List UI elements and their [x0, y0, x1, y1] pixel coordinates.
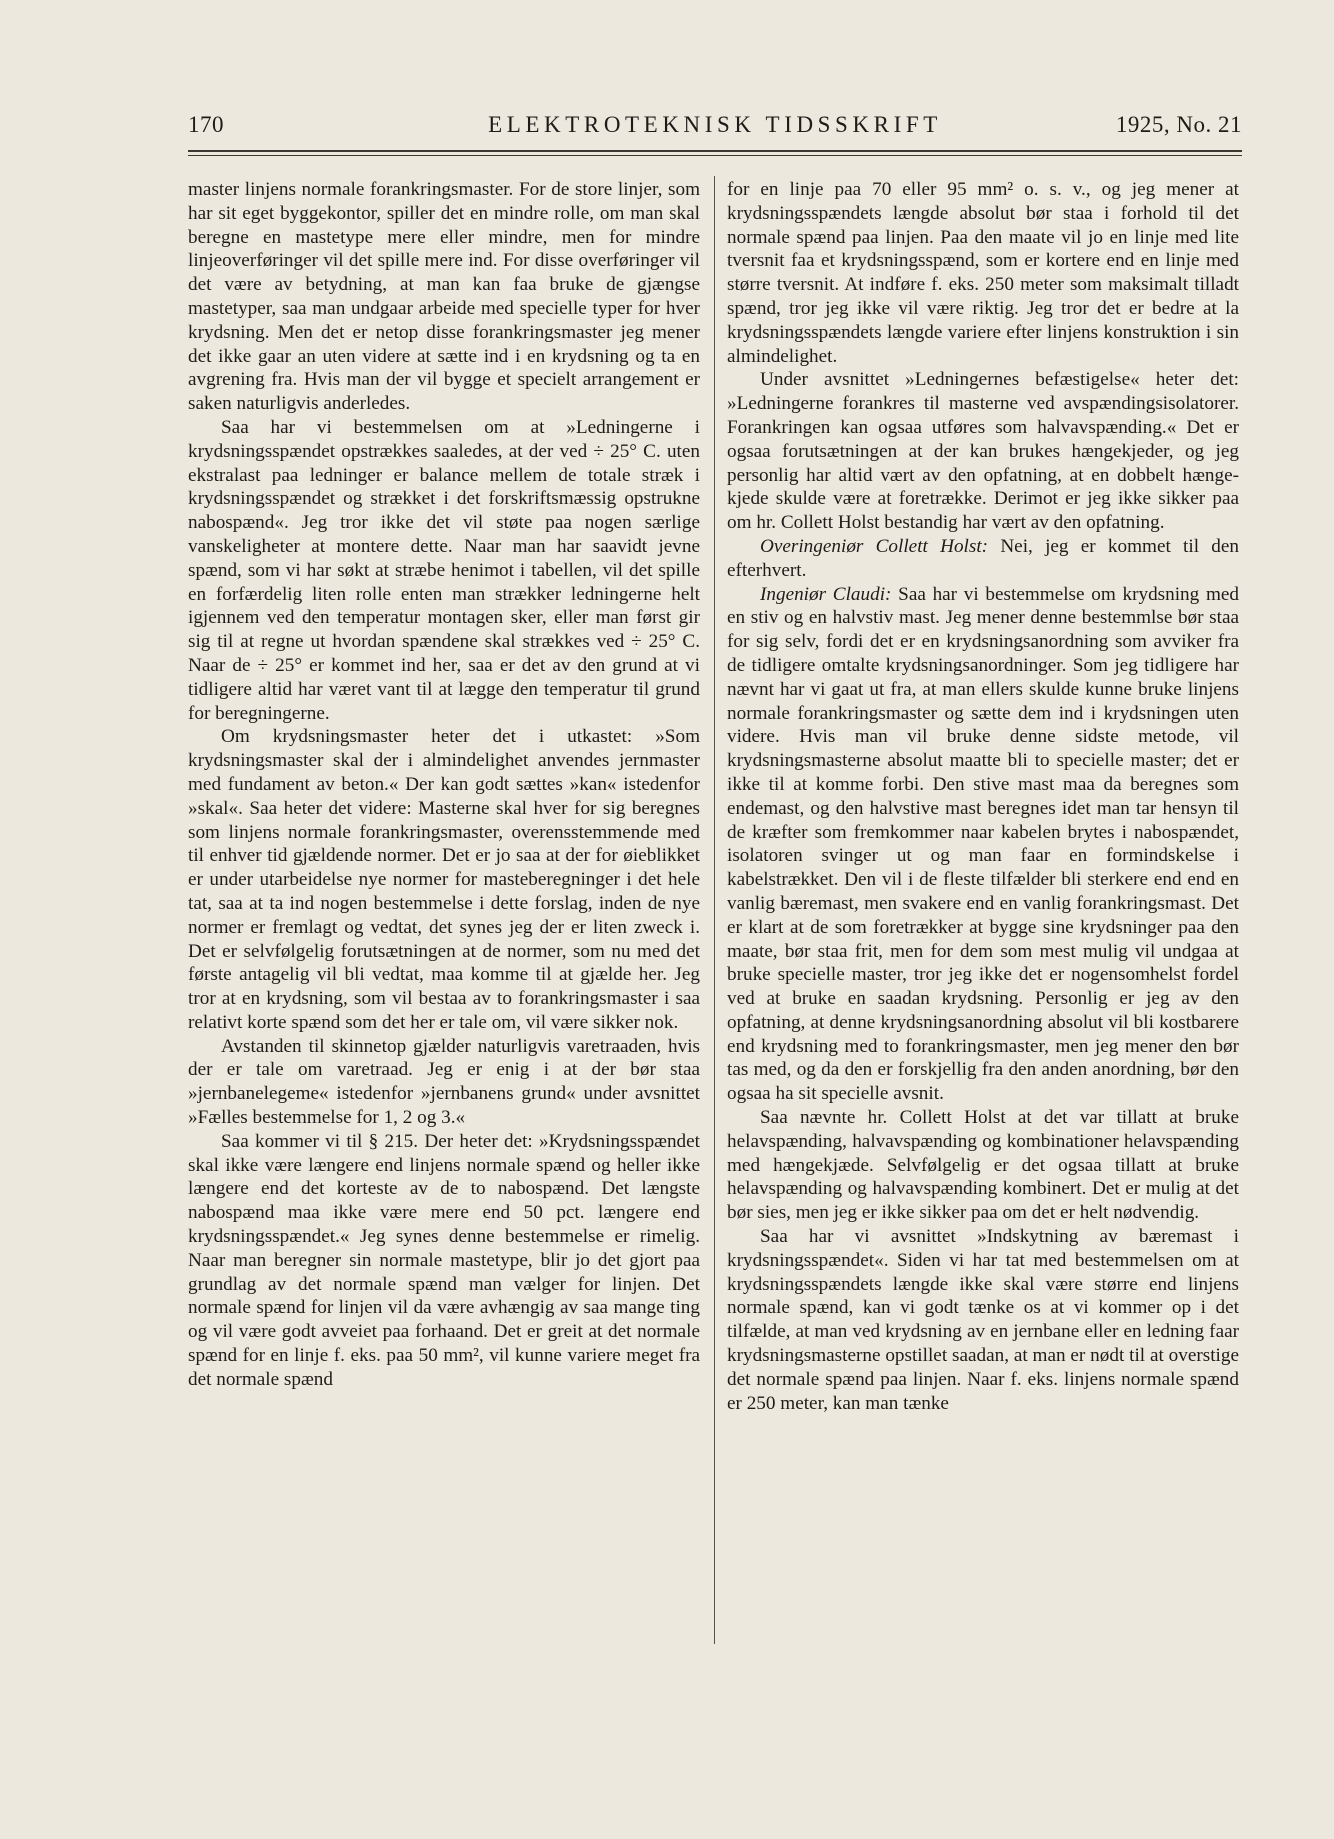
paragraph: Om krydsningsmaster heter det i utkastet: »Som krydsningsmaster skal der i almindelighet anvendes jernmaster med fundament av beton.« Der kan godt sættes »kan« istedenfor »skal«. Saa heter det videre: Masterne skal hver for sig beregnes som linjens normale forankringsmaster, overensstemmende med til enhver tid gjældende normer. Det er jo saa at der for øieblikket er under utarbeidelse nye normer for masteberegninger i det hele tat, saa at ta ind nogen bestemmelse i dette forslag, inden de nye normer er fremlagt og vedtat, det synes jeg der er liten zweck i. Det er selvfølgelig forutsætningen at de normer, som nu med det første antagelig vil bli vedtat, maa komme til at gjælde her. Jeg tror at en krydsning, som vil bestaa av to forankringsmaster i saa relativt korte spænd som det her er tale om, vil være sikker nok. [188, 726, 700, 1033]
paragraph: Saa har vi bestemmelsen om at »Ledningerne i krydsningsspændet opstrækkes saaledes, at der ved ÷ 25° C. uten ekstralast paa ledninger er balance mellem de totale stræk i krydsningsspændet og strækket i det forskriftsmæssig opstrukne nabospænd«. Jeg tror ikke det vil støte paa nogen særlige vanskeligheter at montere dette. Naar man har saavidt jevne spænd, som vi har søkt at stræbe henimot i tabellen, vil det spille en forfærdelig liten rolle enten man strækker ledningerne helt igjennem ved den temperatur montagen sker, eller man først gir sig til at regne ut hvordan spændene skal strækkes ved ÷ 25° C. Naar de ÷ 25° er kommet ind her, saa er det av den grund at vi tidligere altid har været vant til at lægge den temperatur til grund for beregningerne. [188, 416, 700, 724]
paragraph: Under avsnittet »Ledningernes befæstigelse« heter det: »Ledningerne forankres til masterne ved avspændingsisolatorer. Forankringen kan ogsaa utføres som halvavspænding.« Det er ogsaa forutsætningen at der kan brukes hængekjeder, og jeg personlig har altid vært av den opfatning, at en dobbelt hængekjede skulde være at foretrække. Derimot er jeg ikke sikker paa om hr. Collett Holst bestandig har vært av den opfatning. [727, 369, 1239, 534]
journal-title: ELEKTROTEKNISK TIDSSKRIFT [488, 112, 942, 137]
speech-text: Saa har vi bestemmelse om krydsning med en stiv og en halvstiv mast. Jeg mener denne bestemmlse bør staa for sig selv, fordi det er en krydsningsanordning som avviker fra de tidligere omtalte krydsningsanordninger. Som jeg tidligere har nævnt har vi gaat ut fra, at man ellers skulde kunne bruke linjens normale forankringsmaster og sætte dem ind i krydsningen uten videre. Hvis man vil bruke denne sidste metode, vil krydsningsmasterne absolut maatte bli to specielle master; det er ikke til at komme forbi. Den stive mast maa da beregnes som endemast, og den halvstive mast beregnes idet man tar hensyn til de kræfter som fremkommer naar kabelen brytes i nabospændet, isolatoren svinger ut og man faar en formindskelse i kabelstrækket. Den vil i de fleste tilfælder bli sterkere end end en vanlig bæremast, men svakere end en vanlig forankringsmast. Det er klart at de som foretrækker at bygge sine krydsninger paa den maate, bør staa frit, men for dem som mest mulig vil undgaa at bruke specielle master, tror jeg ikke det er nogensomhelst fordel ved at bruke en saadan krydsning. Personlig er jeg av den opfatning, at denne krydsningsanordning absolut vil bli kostbarere end krydsning med to forankringsmaster, men jeg mener den bør tas med, og da den er forskjellig fra den anden anordning, bør den ogsaa ha sit specielle avsnit. [727, 583, 1239, 1105]
column-divider [714, 176, 715, 1644]
header-rule-thin [188, 155, 1242, 156]
paragraph-speaker-claudi [727, 583, 1239, 1107]
left-column [188, 178, 700, 1392]
header-rule-thick [188, 150, 1242, 152]
right-column [727, 178, 1239, 1415]
speaker-name: Ingeniør Claudi: [760, 583, 892, 605]
page-header [188, 106, 1242, 146]
speaker-name: Overingeniør Collett Holst: [760, 535, 989, 557]
page-number: 170 [188, 112, 224, 137]
paragraph-speaker-holst [727, 535, 1239, 583]
paragraph: Saa har vi avsnittet »Indskytning av bæremast i krydsningsspændet«. Siden vi har tat med bestemmelsen om at krydsningsspændets længde ikke skal være større end linjens normale spænd, kan vi godt tænke os at vi kommer op i det tilfælde, at man ved krydsning av en jernbane eller en ledning faar krydsningsmasterne opstillet saadan, at man er nødt til at overstige det normale spænd paa linjen. Naar f. eks. linjens normale spænd er 250 meter, kan man tænke [727, 1226, 1239, 1414]
paragraph: for en linje paa 70 eller 95 mm² o. s. v., og jeg mener at krydsningsspændets længde absolut bør staa i forhold til det normale spænd paa linjen. Paa den maate vil jo en linje med lite tversnit faa et krydsningsspænd, som er kortere end en linje med større tversnit. At indføre f. eks. 250 meter som maksimalt tilladt spænd, tror jeg ikke vil være riktig. Jeg tror det er bedre at la krydsningsspændets længde variere efter linjens konstruktion i sin almindelighet. [727, 179, 1239, 367]
paragraph: Saa nævnte hr. Collett Holst at det var tillatt at bruke helavspænding, halvavspænding og kombinationer helavspænding med hængekjæde. Selvfølgelig er det ogsaa tillatt at bruke helavspænding og halvavspænding kombinert. Det er mulig at det bør sies, men jeg er ikke sikker paa om det er helt nødvendig. [727, 1107, 1239, 1224]
issue-label: 1925, No. 21 [1115, 112, 1242, 137]
speech-text: Nei, jeg er kommet til den efterhvert. [727, 535, 1239, 581]
paragraph: Saa kommer vi til § 215. Der heter det: »Krydsningsspændet skal ikke være længere end linjens normale spænd og heller ikke længere end det korteste av de to nabospænd. Det længste nabospænd maa ikke være mere end 50 pct. længere end krydsningsspændet.« Jeg synes denne bestemmelse er rimelig. Naar man beregner sin normale mastetype, blir jo det gjort paa grundlag av det normale spænd man vælger for linjen. Det normale spænd for linjen vil da være avhængig av saa mange ting og vil være godt avveiet paa forhaand. Det er greit at det normale spænd for en linje f. eks. paa 50 mm², vil kunne variere meget fra det normale spænd [188, 1130, 700, 1390]
paragraph: Avstanden til skinnetop gjælder naturligvis varetraaden, hvis der er tale om varetraad. Jeg er enig i at der bør staa »jernbanelegeme« istedenfor »jernbanens grund« under avsnittet »Fælles bestemmelse for 1, 2 og 3.« [188, 1035, 700, 1129]
paragraph: master linjens normale forankringsmaster. For de store linjer, som har sit eget byggekontor, spiller det en mindre rolle, om man skal beregne en mastetype mere eller mindre, men for mindre linjeoverføringer vil det spille mere ind. For disse overføringer vil det være av betydning, at man kan faa bruke de gjængse mastetyper, saa man undgaar arbeide med specielle typer for hver krydsning. Men det er netop disse forankringsmaster jeg mener det ikke gaar an uten videre at sætte ind i en krydsning og ta en avgrening fra. Hvis man der vil bygge et specielt arrangement er saken naturligvis anderledes. [188, 179, 700, 415]
